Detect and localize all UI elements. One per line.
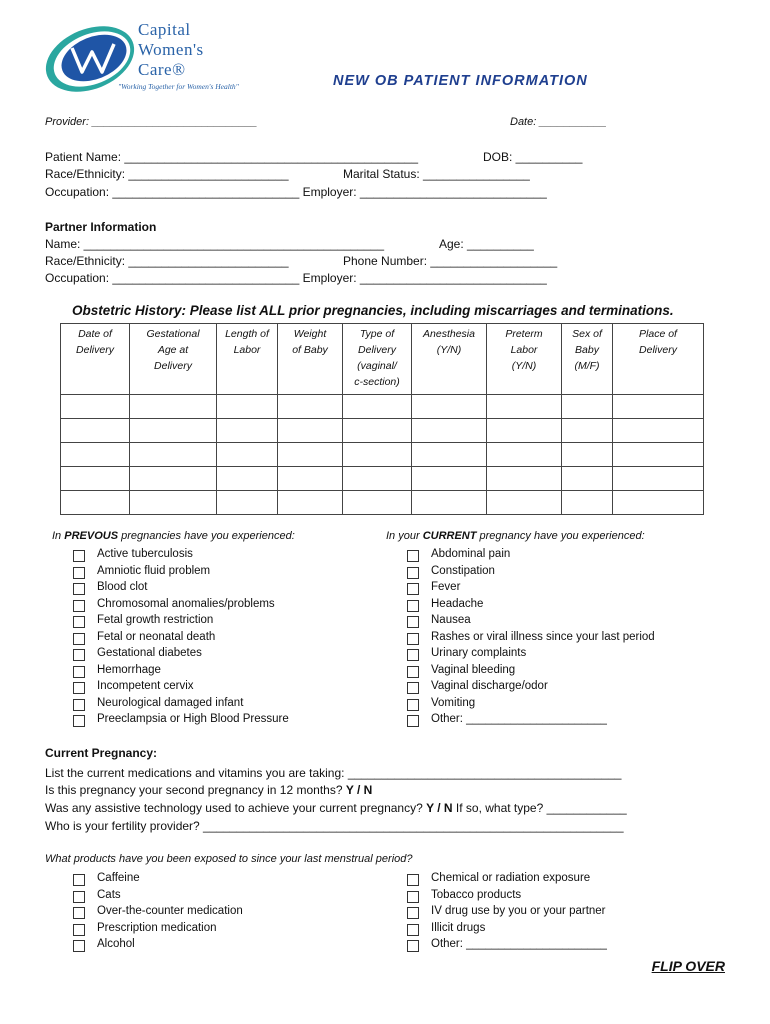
current-heading-suffix: pregnancy have you experienced: (476, 530, 645, 542)
clinic-logo (42, 20, 277, 100)
checkbox-label: Neurological damaged infant (97, 696, 244, 709)
patient-name-field[interactable]: Patient Name: ____________________________________________ (45, 150, 419, 164)
date-field[interactable]: Date: ___________ (510, 116, 607, 128)
table-cell[interactable] (130, 395, 217, 419)
checkbox[interactable] (73, 699, 85, 711)
table-cell[interactable] (343, 443, 412, 467)
checkbox[interactable] (407, 940, 419, 952)
checkbox-label: Fever (431, 581, 461, 593)
table-cell[interactable] (613, 467, 704, 491)
column-header-line: Preterm (505, 328, 543, 340)
checkbox[interactable] (407, 874, 419, 886)
checkbox-label: Alcohol (97, 938, 135, 950)
column-header-line: Sex of (572, 328, 602, 340)
second-pregnancy-question (45, 783, 372, 797)
patient-occupation-employer-field[interactable]: Occupation: ____________________________ Employer: ____________________________ (45, 185, 547, 199)
table-cell[interactable] (613, 395, 704, 419)
logo-line-3: Care® (138, 60, 186, 79)
checkbox[interactable] (407, 649, 419, 661)
partner-occupation-employer-field[interactable]: Occupation: ____________________________ Employer: ____________________________ (45, 271, 547, 285)
table-cell[interactable] (278, 443, 343, 467)
table-header-row (61, 324, 704, 395)
table-cell[interactable] (562, 491, 613, 515)
checkbox[interactable] (73, 550, 85, 562)
checkbox-label: Prescription medication (97, 921, 217, 934)
table-cell[interactable] (217, 443, 278, 467)
column-header-line: Gestational (146, 328, 200, 340)
obstetric-history-heading: Obstetric History: Please list ALL prior pregnancies, including miscarriages and terminations. (72, 303, 674, 318)
column-header (412, 324, 487, 395)
checkbox[interactable] (73, 600, 85, 612)
checkbox-label: Other: ______________________ (431, 713, 607, 725)
table-cell[interactable] (217, 491, 278, 515)
column-header (562, 324, 613, 395)
partner-phone-field[interactable]: Phone Number: ___________________ (343, 254, 558, 268)
table-cell[interactable] (562, 419, 613, 443)
checkbox-label: Incompetent cervix (97, 680, 194, 692)
checkbox-label: Illicit drugs (431, 921, 486, 934)
table-cell[interactable] (412, 395, 487, 419)
checkbox-label: Urinary complaints (431, 647, 527, 659)
column-header-line: Type of (359, 328, 395, 340)
checkbox[interactable] (73, 567, 85, 579)
partner-heading: Partner Information (45, 220, 157, 234)
checkbox[interactable] (73, 874, 85, 886)
checkbox[interactable] (73, 633, 85, 645)
table-cell[interactable] (217, 395, 278, 419)
table-cell[interactable] (130, 443, 217, 467)
column-header-line: Date of (78, 328, 112, 340)
previous-heading-emph: PREVOUS (64, 530, 119, 542)
table-cell[interactable] (217, 467, 278, 491)
table-cell[interactable] (487, 467, 562, 491)
column-header-line: Labor (510, 344, 538, 356)
table-row (61, 419, 704, 443)
checkbox-label: Abdominal pain (431, 548, 511, 560)
table-cell[interactable] (412, 419, 487, 443)
table-cell[interactable] (343, 467, 412, 491)
table-cell[interactable] (61, 419, 130, 443)
table-cell[interactable] (412, 491, 487, 515)
checkbox-label: Vaginal discharge/odor (431, 680, 548, 692)
fertility-provider-field[interactable]: Who is your fertility provider? _______________________________________________________________ (45, 819, 624, 833)
checkbox[interactable] (407, 715, 419, 727)
checkbox-label: Chromosomal anomalies/problems (97, 597, 275, 610)
checkbox[interactable] (73, 583, 85, 595)
checkbox[interactable] (73, 907, 85, 919)
checkbox[interactable] (407, 550, 419, 562)
table-cell[interactable] (61, 395, 130, 419)
patient-race-field[interactable]: Race/Ethnicity: ________________________ (45, 167, 289, 181)
checkbox-label: Chemical or radiation exposure (431, 872, 591, 884)
table-cell[interactable] (61, 443, 130, 467)
checkbox-label: Fetal or neonatal death (97, 630, 216, 643)
column-header-line: Delivery (76, 344, 114, 356)
previous-pregnancies-heading (52, 530, 295, 542)
checkbox[interactable] (407, 891, 419, 903)
table-cell[interactable] (487, 395, 562, 419)
assistive-technology-question (45, 801, 627, 815)
checkbox-label: Vomiting (431, 696, 476, 709)
column-header (130, 324, 217, 395)
checkbox[interactable] (73, 891, 85, 903)
table-cell[interactable] (278, 491, 343, 515)
flip-over-note: FLIP OVER (651, 958, 725, 974)
checkbox[interactable] (407, 682, 419, 694)
checkbox-label: Vaginal bleeding (431, 663, 516, 676)
checkbox-label: Preeclampsia or High Blood Pressure (97, 713, 289, 725)
column-header-line: Baby (575, 344, 599, 356)
table-cell[interactable] (130, 491, 217, 515)
logo-line-1: Capital (138, 20, 191, 39)
table-cell[interactable] (487, 419, 562, 443)
partner-age-field[interactable]: Age: __________ (439, 237, 534, 251)
column-header (278, 324, 343, 395)
table-cell[interactable] (412, 443, 487, 467)
table-row (61, 491, 704, 515)
checkbox[interactable] (73, 940, 85, 952)
checkbox-label: Over-the-counter medication (97, 905, 243, 917)
table-row (61, 443, 704, 467)
checkbox-label: Active tuberculosis (97, 548, 193, 560)
obstetric-history-table (60, 323, 704, 515)
column-header-line: Age at (157, 344, 189, 356)
table-cell[interactable] (130, 419, 217, 443)
checkbox[interactable] (407, 666, 419, 678)
checkbox-label: Constipation (431, 564, 495, 577)
table-cell[interactable] (412, 467, 487, 491)
checkbox[interactable] (407, 699, 419, 711)
checkbox-label: Other: ______________________ (431, 938, 607, 950)
column-header (61, 324, 130, 395)
table-cell[interactable] (613, 491, 704, 515)
table-row (61, 467, 704, 491)
page-title: NEW OB PATIENT INFORMATION (333, 73, 588, 89)
previous-heading-suffix: pregnancies have you experienced: (118, 530, 295, 542)
column-header-line: Weight (293, 328, 327, 340)
current-heading-emph: CURRENT (422, 530, 477, 542)
dob-field[interactable]: DOB: __________ (483, 150, 583, 164)
column-header-line: c-section) (354, 376, 400, 388)
partner-race-field[interactable]: Race/Ethnicity: ________________________ (45, 254, 289, 268)
table-cell[interactable] (613, 443, 704, 467)
medications-field[interactable]: List the current medications and vitamins you are taking: _________________________________________ (45, 766, 622, 780)
checkbox[interactable] (73, 666, 85, 678)
table-cell[interactable] (130, 467, 217, 491)
checkbox[interactable] (407, 616, 419, 628)
checkbox-label: Tobacco products (431, 888, 522, 901)
column-header-line: Delivery (154, 360, 192, 372)
assistive-technology-text: Was any assistive technology used to achieve your current pregnancy? (45, 801, 427, 815)
logo-tagline: "Working Together for Women's Health" (118, 82, 239, 91)
table-cell[interactable] (343, 419, 412, 443)
table-cell[interactable] (61, 491, 130, 515)
checkbox-label: Nausea (431, 614, 471, 626)
checkbox[interactable] (73, 682, 85, 694)
table-cell[interactable] (278, 467, 343, 491)
current-pregnancy-checklist-heading (386, 530, 645, 542)
column-header (487, 324, 562, 395)
column-header (343, 324, 412, 395)
marital-status-field[interactable]: Marital Status: ________________ (343, 167, 530, 181)
column-header-line: Length of (225, 328, 269, 340)
checkbox-label: Hemorrhage (97, 663, 161, 676)
checkbox[interactable] (407, 600, 419, 612)
checkbox-label: Gestational diabetes (97, 647, 202, 659)
column-header-line: Labor (233, 344, 261, 356)
table-cell[interactable] (487, 443, 562, 467)
exposure-heading: What products have you been exposed to since your last menstrual period? (45, 853, 413, 865)
previous-heading-prefix: In (52, 530, 65, 542)
checkbox-label: Caffeine (97, 872, 140, 884)
table-cell[interactable] (562, 467, 613, 491)
table-cell[interactable] (562, 443, 613, 467)
current-heading-prefix: In your (386, 530, 423, 542)
checkbox[interactable] (407, 583, 419, 595)
table-cell[interactable] (278, 395, 343, 419)
checkbox-label: IV drug use by you or your partner (431, 905, 606, 917)
table-cell[interactable] (562, 395, 613, 419)
column-header-line: Delivery (358, 344, 396, 356)
checkbox[interactable] (407, 924, 419, 936)
table-cell[interactable] (613, 419, 704, 443)
checkbox-label: Cats (97, 888, 121, 901)
provider-field[interactable]: Provider: ___________________________ (45, 116, 258, 128)
column-header-line: (M/F) (574, 360, 600, 372)
checkbox-label: Headache (431, 597, 484, 610)
column-header-line: Anesthesia (423, 328, 475, 340)
column-header-line: (Y/N) (511, 360, 537, 372)
checkbox[interactable] (407, 633, 419, 645)
partner-name-field[interactable]: Name: _____________________________________________ (45, 237, 384, 251)
column-header (217, 324, 278, 395)
checkbox[interactable] (407, 907, 419, 919)
assistive-technology-yn[interactable]: Y / N (426, 801, 453, 815)
checkbox[interactable] (73, 715, 85, 727)
checkbox-label: Amniotic fluid problem (97, 564, 211, 577)
checkbox[interactable] (73, 924, 85, 936)
second-pregnancy-yn[interactable]: Y / N (345, 783, 373, 797)
logo-line-2: Women's (138, 40, 204, 59)
checkbox[interactable] (73, 616, 85, 628)
column-header-line: Delivery (639, 344, 677, 356)
table-cell[interactable] (278, 419, 343, 443)
column-header-line: of Baby (292, 344, 328, 356)
checkbox-label: Rashes or viral illness since your last period (431, 630, 655, 643)
current-pregnancy-heading: Current Pregnancy: (45, 746, 158, 760)
table-cell[interactable] (217, 419, 278, 443)
checkbox-label: Fetal growth restriction (97, 614, 214, 626)
checkbox-label: Blood clot (97, 581, 148, 593)
table-cell[interactable] (487, 491, 562, 515)
assistive-technology-type-field[interactable]: If so, what type? ____________ (452, 801, 627, 815)
second-pregnancy-text: Is this pregnancy your second pregnancy in 12 months? (45, 783, 346, 797)
checkbox[interactable] (73, 649, 85, 661)
column-header (613, 324, 704, 395)
table-row (61, 395, 704, 419)
table-cell[interactable] (61, 467, 130, 491)
checkbox[interactable] (407, 567, 419, 579)
column-header-line: (Y/N) (436, 344, 462, 356)
table-cell[interactable] (343, 491, 412, 515)
column-header-line: Place of (639, 328, 677, 340)
column-header-line: (vaginal/ (357, 360, 397, 372)
table-cell[interactable] (343, 395, 412, 419)
